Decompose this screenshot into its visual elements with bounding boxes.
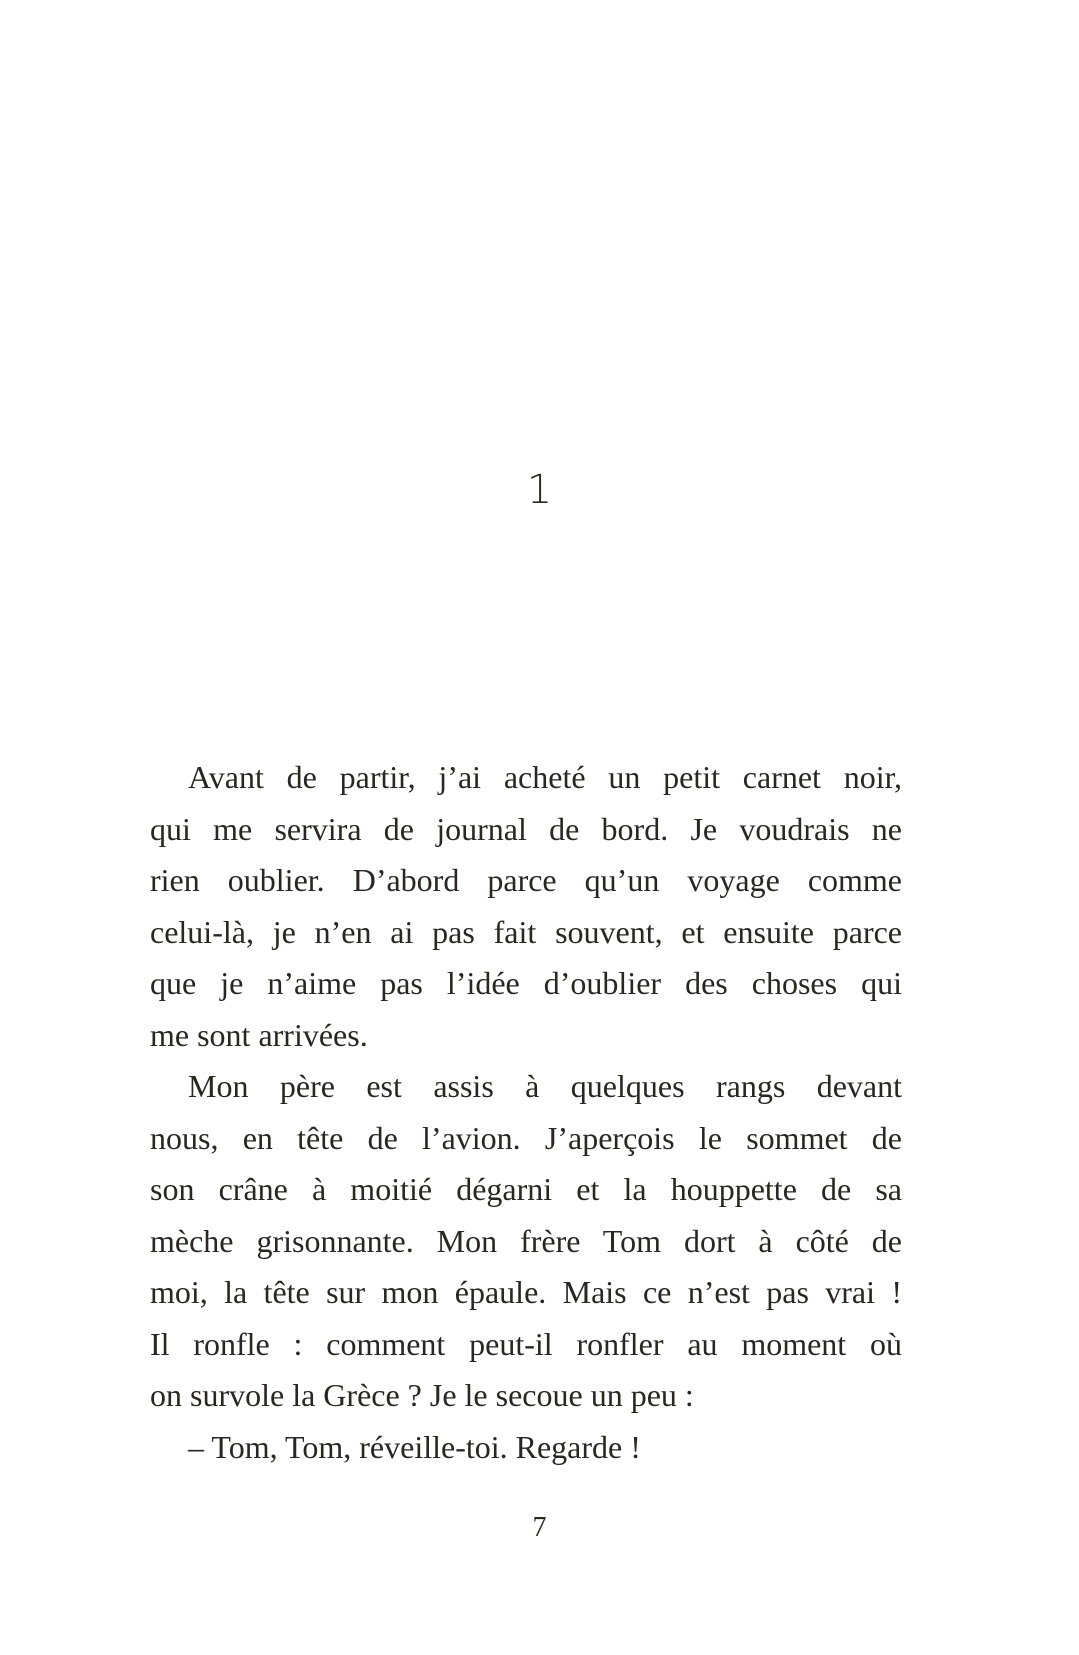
text-line: que je n’aime pas l’idée d’oublier des choses qui [150,965,902,1001]
paragraph-1 [150,752,902,1061]
text-line: nous, en tête de l’avion. J’aperçois le sommet de [150,1119,902,1156]
paragraph-2 [150,1061,902,1422]
text-line: on survole la Grèce ? Je le secoue un peu : [150,1377,694,1413]
text-line: Avant de partir, j’ai acheté un petit carnet noir, [188,759,902,795]
text-line: Il ronfle : comment peut-il ronfler au moment où [150,1325,902,1362]
paragraph-3 [150,1422,902,1474]
page-number: 7 [532,1512,547,1543]
text-line: rien oublier. D’abord parce qu’un voyage comme [150,862,902,898]
text-line: son crâne à moitié dégarni et la houppette de sa [150,1171,902,1207]
chapter-number: 1 [526,467,553,513]
text-line: Mon père est assis à quelques rangs devant [188,1068,902,1104]
body-text [150,752,902,1473]
text-line: mèche grisonnante. Mon frère Tom dort à côté de [150,1222,902,1259]
dialogue-line: – Tom, Tom, réveille-toi. Regarde ! [188,1428,641,1465]
text-line: celui-là, je n’en ai pas fait souvent, et ensuite parce [150,913,902,950]
text-line: moi, la tête sur mon épaule. Mais ce n’est pas vrai ! [150,1274,902,1310]
text-line: qui me servira de journal de bord. Je voudrais ne [150,810,902,847]
text-line: me sont arrivées. [150,1016,368,1053]
